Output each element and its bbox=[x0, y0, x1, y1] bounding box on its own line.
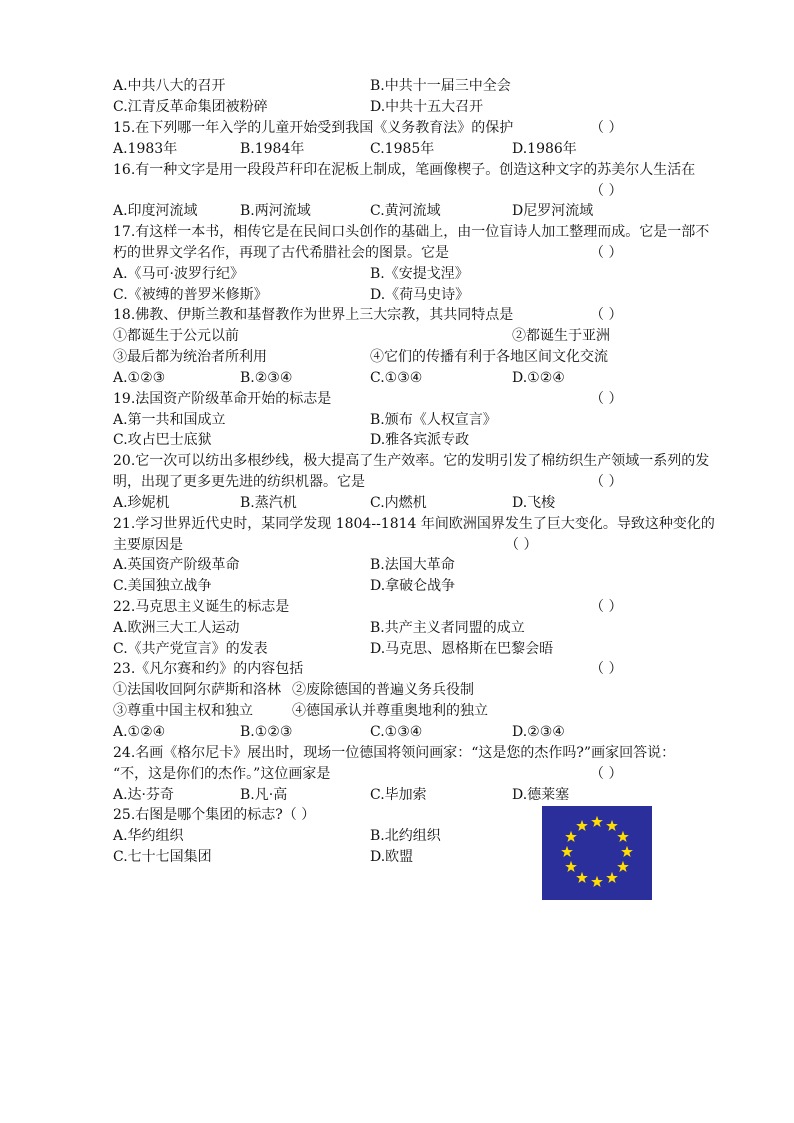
star-icon bbox=[565, 861, 577, 872]
q21-option-b: B.法国大革命 bbox=[370, 557, 455, 573]
star-icon bbox=[617, 831, 629, 842]
q20-option-d: D.飞梭 bbox=[512, 495, 556, 511]
q20-option-c: C.内燃机 bbox=[370, 495, 427, 511]
star-icon bbox=[565, 831, 577, 842]
q15-answer-paren: （ ） bbox=[590, 120, 623, 136]
q15-option-a: A.1983年 bbox=[113, 141, 178, 157]
q24-stem-line2: “不，这是你们的杰作。”这位画家是 bbox=[113, 766, 331, 782]
q21-answer-paren: （ ） bbox=[505, 537, 538, 553]
q25-option-b: B.北约组织 bbox=[370, 828, 441, 844]
q18-statement-2: ②都诞生于亚洲 bbox=[512, 328, 610, 344]
q24-answer-paren: （ ） bbox=[590, 766, 623, 782]
q17-option-c: C.《被缚的普罗米修斯》 bbox=[113, 287, 268, 303]
q18-option-a: A.①②③ bbox=[113, 370, 166, 386]
q17-answer-paren: （ ） bbox=[590, 245, 623, 261]
q16-option-c: C.黄河流域 bbox=[370, 203, 441, 219]
q23-statement-3: ③尊重中国主权和独立 bbox=[113, 703, 253, 719]
q16-option-b: B.两河流域 bbox=[240, 203, 311, 219]
q24-option-d: D.德莱塞 bbox=[512, 787, 570, 803]
q21-stem-line2: 主要原因是 bbox=[113, 537, 183, 553]
q16-option-d: D尼罗河流域 bbox=[512, 203, 594, 219]
q14-option-d: D.中共十五大召开 bbox=[370, 99, 484, 115]
eu-flag-graphic bbox=[542, 806, 652, 900]
q18-option-c: C.①③④ bbox=[370, 370, 423, 386]
q25-option-d: D.欧盟 bbox=[370, 849, 414, 865]
star-icon bbox=[591, 816, 603, 827]
q21-stem-line1: 21.学习世界近代史时，某同学发现 1804--1814 年间欧洲国界发生了巨大变化。导致这种变化的 bbox=[113, 516, 715, 532]
q18-option-d: D.①②④ bbox=[512, 370, 565, 386]
q24-stem-line1: 24.名画《格尔尼卡》展出时，现场一位德国将领问画家：“这是您的杰作吗?”画家回答说： bbox=[113, 745, 676, 761]
q24-option-b: B.凡·高 bbox=[240, 787, 288, 803]
q19-answer-paren: （ ） bbox=[590, 391, 623, 407]
q23-option-b: B.①②③ bbox=[240, 724, 293, 740]
q15-option-c: C.1985年 bbox=[370, 141, 435, 157]
q19-stem: 19.法国资产阶级革命开始的标志是 bbox=[113, 391, 332, 407]
q19-option-b: B.颁布《人权宣言》 bbox=[370, 412, 497, 428]
q18-statement-3: ③最后都为统治者所利用 bbox=[113, 349, 267, 365]
q20-stem-line1: 20.它一次可以纺出多根纱线，极大提高了生产效率。它的发明引发了棉纺织生产领域一系列的发 bbox=[113, 453, 710, 469]
q18-statement-1: ①都诞生于公元以前 bbox=[113, 328, 239, 344]
q19-option-a: A.第一共和国成立 bbox=[113, 412, 226, 428]
q23-option-c: C.①③④ bbox=[370, 724, 423, 740]
q15-option-b: B.1984年 bbox=[240, 141, 305, 157]
star-icon bbox=[576, 820, 588, 831]
q16-option-a: A.印度河流域 bbox=[113, 203, 198, 219]
q25-option-c: C.七十七国集团 bbox=[113, 849, 212, 865]
q25-stem: 25.右图是哪个集团的标志?（ ） bbox=[113, 807, 316, 823]
q25-option-a: A.华约组织 bbox=[113, 828, 184, 844]
q19-option-d: D.雅各宾派专政 bbox=[370, 432, 470, 448]
star-icon bbox=[606, 820, 618, 831]
q17-stem-line2: 朽的世界文学名作，再现了古代希腊社会的图景。它是 bbox=[113, 245, 449, 261]
q23-option-d: D.②③④ bbox=[512, 724, 565, 740]
q16-stem: 16.有一种文字是用一段段芦秆印在泥板上制成，笔画像楔子。创造这种文字的苏美尔人生活在 bbox=[113, 162, 696, 178]
q22-option-d: D.马克思、恩格斯在巴黎会晤 bbox=[370, 641, 554, 657]
eu-flag-icon bbox=[542, 806, 652, 900]
q23-option-a: A.①②④ bbox=[113, 724, 166, 740]
q18-stem: 18.佛教、伊斯兰教和基督教作为世界上三大宗教，其共同特点是 bbox=[113, 307, 514, 323]
q18-option-b: B.②③④ bbox=[240, 370, 293, 386]
q21-option-a: A.英国资产阶级革命 bbox=[113, 557, 240, 573]
q20-stem-line2: 明，出现了更多更先进的纺织机器。它是 bbox=[113, 474, 365, 490]
q23-statement-1: ①法国收回阿尔萨斯和洛林 bbox=[113, 682, 281, 698]
star-icon bbox=[576, 872, 588, 883]
q22-answer-paren: （ ） bbox=[590, 599, 623, 615]
q17-stem-line1: 17.有这样一本书，相传它是在民间口头创作的基础上，由一位盲诗人加工整理而成。它是一部不 bbox=[113, 224, 710, 240]
star-icon bbox=[561, 846, 573, 857]
q15-stem: 15.在下列哪一年入学的儿童开始受到我国《义务教育法》的保护 bbox=[113, 120, 514, 136]
q20-option-a: A.珍妮机 bbox=[113, 495, 170, 511]
q22-stem: 22.马克思主义诞生的标志是 bbox=[113, 599, 290, 615]
q23-answer-paren: （ ） bbox=[590, 661, 623, 677]
q18-statement-4: ④它们的传播有利于各地区间文化交流 bbox=[370, 349, 608, 365]
q16-answer-paren: （ ） bbox=[590, 183, 623, 199]
star-icon bbox=[617, 861, 629, 872]
q19-option-c: C.攻占巴士底狱 bbox=[113, 432, 212, 448]
q22-option-a: A.欧洲三大工人运动 bbox=[113, 620, 240, 636]
q22-option-c: C.《共产党宣言》的发表 bbox=[113, 641, 268, 657]
q23-statement-2: ②废除德国的普遍义务兵役制 bbox=[292, 682, 474, 698]
q18-answer-paren: （ ） bbox=[590, 307, 623, 323]
q24-option-c: C.毕加索 bbox=[370, 787, 427, 803]
q14-option-b: B.中共十一届三中全会 bbox=[370, 78, 511, 94]
q14-option-a: A.中共八大的召开 bbox=[113, 78, 226, 94]
q17-option-a: A.《马可·波罗行纪》 bbox=[113, 266, 245, 282]
q20-option-b: B.蒸汽机 bbox=[240, 495, 297, 511]
q23-stem: 23.《凡尔赛和约》的内容包括 bbox=[113, 661, 304, 677]
q21-option-c: C.美国独立战争 bbox=[113, 578, 212, 594]
star-icon bbox=[621, 846, 633, 857]
q23-statement-4: ④德国承认并尊重奥地利的独立 bbox=[292, 703, 488, 719]
q24-option-a: A.达·芬奇 bbox=[113, 787, 175, 803]
q20-answer-paren: （ ） bbox=[590, 474, 623, 490]
q15-option-d: D.1986年 bbox=[512, 141, 577, 157]
q14-option-c: C.江青反革命集团被粉碎 bbox=[113, 99, 268, 115]
q21-option-d: D.拿破仑战争 bbox=[370, 578, 456, 594]
star-icon bbox=[591, 876, 603, 887]
q22-option-b: B.共产主义者同盟的成立 bbox=[370, 620, 525, 636]
q17-option-b: B.《安提戈涅》 bbox=[370, 266, 469, 282]
q17-option-d: D.《荷马史诗》 bbox=[370, 287, 470, 303]
star-icon bbox=[606, 872, 618, 883]
